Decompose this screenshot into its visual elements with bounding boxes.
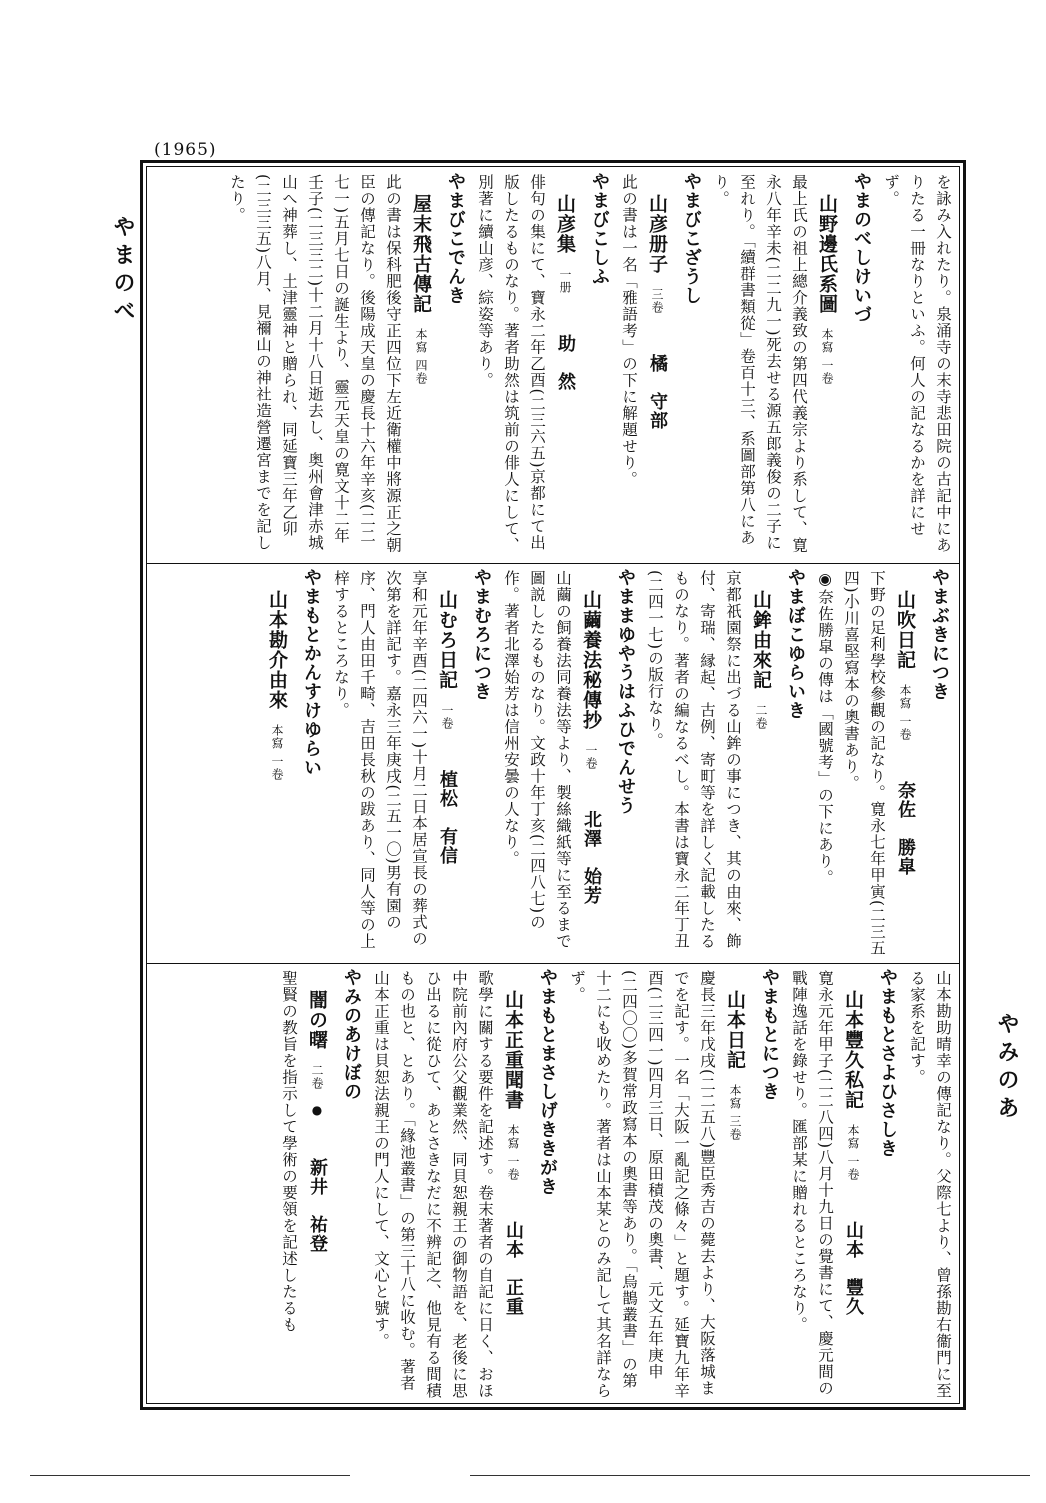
entry-volume-info: 一卷 (440, 704, 454, 730)
entry-heading: やまむろにつき (471, 568, 492, 701)
entry-volume-info: 本寫 三卷 (728, 1084, 742, 1141)
entry-title-line (644, 172, 670, 558)
entry-title-line (500, 968, 526, 1400)
entry-author: 助 然 (555, 334, 576, 391)
side-label-upper: やまのべ (110, 215, 136, 327)
entry-title-line (552, 172, 578, 558)
entry-author: 植松 有信 (437, 770, 458, 865)
entry-title-line (814, 172, 840, 558)
entry-title: 屋末飛古傳記 (410, 194, 432, 314)
entry-heading: やまびこざうし (681, 172, 702, 305)
entry-author: 橘 守部 (647, 354, 668, 430)
entry-volume-info: 二卷 ● (310, 1064, 324, 1118)
section-divider-1 (146, 563, 960, 564)
section-middle (150, 568, 956, 958)
entry-heading: やままゆやうはふひでんせう (615, 568, 636, 815)
entry-title: 山本正重聞書 (502, 990, 524, 1110)
entry-author: 奈佐 勝皐 (895, 780, 916, 876)
entry-description: 聖賢の教旨を指示して學術の要領を記述したるも (280, 970, 298, 1333)
entry-description: 山繭の飼養法同養法等より、製絲織紙等に至るまで圖説したるものなり。文政十年丁亥(二四八七)の作。著者北澤始芳は信州安曇の人なり。 (502, 570, 572, 950)
entry-description: ◉奈佐勝皐の傳は「國號考」の下にあり。 (816, 570, 834, 886)
entry-title-line (408, 172, 434, 558)
entry-title: 山繭養法秘傳抄 (580, 590, 602, 730)
entry-title: 山本豐久私記 (842, 990, 864, 1110)
entry-description: 下野の足利學校參觀の記なり。寛永七年甲寅(二三五四)小川喜堅寫本の奧書あり。 (842, 570, 886, 957)
entry-heading: やまのべしけいづ (851, 172, 872, 324)
entry-title: 山彦集 (554, 194, 576, 254)
entry-description: 此の書は一名「雅語考」の下に解題せり。 (620, 174, 638, 488)
entry-heading: やまぼこゆらいき (785, 568, 806, 720)
entry-volume-info: 一册 (558, 268, 572, 294)
entry-heading: やまぶきにつき (929, 568, 950, 701)
entry-heading: やまびこしふ (589, 172, 610, 286)
entry-title-line (748, 568, 774, 958)
entry-volume-info: 一卷 (584, 744, 598, 770)
entry-title: 闇の曙 (306, 990, 328, 1050)
entry-description: 寛永元年甲子(二二八四)八月十九日の覺書にて、慶元間の戰陣逸話を錄せり。匯部某に贈れるところなり。 (790, 970, 834, 1397)
entry-heading: やまもとにつき (759, 968, 780, 1101)
entry-heading: やまびこでんき (445, 172, 466, 305)
entry-title: 山本日記 (724, 990, 746, 1070)
footer-rule-right (470, 1475, 1030, 1476)
entry-title-line (892, 568, 918, 958)
entry-title-line (434, 568, 460, 958)
entry-description: を詠み入れたり。泉涌寺の末寺悲田院の古記中にありたる一冊なりといふ。何人の記なるかを詳にせず。 (882, 174, 952, 554)
entry-heading: やまもとまさしげききがき (537, 968, 558, 1196)
entry-volume-info: 本寫 一卷 (820, 328, 834, 385)
section-lower (150, 968, 956, 1400)
entry-author: 新井 祐登 (307, 1158, 328, 1253)
entry-description: 慶長三年戊戌(二二五八)豐臣秀吉の薨去より、大阪落城までを記す。一名「大阪一亂記之條々」と題す。延寶九年辛酉(二三四一)四月三日、原田積茂の奧書、元文五年庚申(二四〇〇)多賀常政寫本の奧書等あり。「烏鵲叢書」の第十二にも收めたり。著者は山本某とのみ記して其名詳ならず。 (568, 970, 716, 1399)
entry-author: 山本 正重 (503, 1220, 524, 1316)
entry-description: 京都祇園祭に出づる山鉾の事につき、其の由來、飾付、寄瑞、縁起、古例、寄町等を詳しく記載したるものなり。著者の編なるべし。本書は寶永二年丁丑(二四一七)の版行なり。 (646, 570, 742, 950)
entry-title-line (304, 968, 330, 1400)
entry-heading: やみのあけぼの (341, 968, 362, 1101)
entry-description: 此の書は保科肥後守正四位下左近衛權中將源正之朝臣の傳記なり。後陽成天皇の慶長十六年辛亥(二二七一)五月七日の誕生より、靈元天皇の寛文十二年壬子(二三三二)十二月十八日逝去し、奥州會津赤城山へ神葬し、土津靈神と贈られ、同延寶三年乙卯(二三三五)八月、見禰山の神社造營遷宮までを記したり。 (228, 174, 402, 554)
entry-title-line (840, 968, 866, 1400)
footer-rule-left (30, 1475, 350, 1476)
entry-volume-info: 本寫 四卷 (414, 328, 428, 385)
page-number: (1965) (154, 140, 217, 160)
entry-description: 最上氏の祖上總介義致の第四代義宗より系して、寛永八年辛未(二二九一)死去せる源五郎義俊の二子に至れり。「續群書類從」卷百十三、系圖部第八にあり。 (712, 174, 808, 554)
entry-description: 山本勘助晴幸の傳記なり。父際七より、曾孫勘右衞門に至る家系を記す。 (908, 970, 952, 1399)
entry-title-line (722, 968, 748, 1400)
entry-volume-info: 三卷 (650, 288, 664, 314)
entry-title-line (264, 568, 290, 958)
entry-title: 山吹日記 (894, 590, 916, 670)
entry-heading: やまもとさよひさしき (877, 968, 898, 1158)
entry-author: 山本 豐久 (843, 1220, 864, 1316)
entry-description: 歌學に關する要件を記述す。卷末著者の自記に日く、おほ中院前內府公父觀業然、同貝恕親王の御物語を、老後に思ひ出るに從ひて、あとさきなだに不辨記之、他見有る間積もの也と、とあり。「緣池叢書」の第三十八に收む。著者山本正重は貝恕法親王の門人にして、文心と號す。 (372, 970, 494, 1399)
entry-title: 山野邊氏系圖 (816, 194, 838, 314)
section-divider-2 (146, 963, 960, 964)
entry-author: 北澤 始芳 (581, 810, 602, 905)
section-upper (150, 172, 956, 558)
entry-description: 俳句の集にて、寶永二年乙酉(二三六五)京都にて出版したるものなり。著者助然は筑前の俳人にして、別著に續山彦、綜姿等あり。 (476, 174, 546, 554)
entry-volume-info: 本寫 一卷 (846, 1124, 860, 1181)
entry-title-line (578, 568, 604, 958)
entry-description: 享和元年辛酉(二四六一)十月二日本居宣長の葬式の次第を詳記す。嘉永三年庚戌(二五一〇)男有園の序、門人由田千畸、吉田長秋の跋あり、同人等の上梓するところなり。 (332, 570, 428, 950)
entry-title: 山彦册子 (646, 194, 668, 274)
entry-heading: やまもとかんすけゆらい (301, 568, 322, 777)
entry-title: 山むろ日記 (436, 590, 458, 690)
entry-title: 山本勘介由來 (266, 590, 288, 710)
entry-volume-info: 二卷 (754, 704, 768, 730)
entry-volume-info: 本寫 一卷 (898, 684, 912, 741)
entry-title: 山鉾由來記 (750, 590, 772, 690)
side-label-lower: やみのあ (994, 1012, 1020, 1124)
entry-volume-info: 本寫 一卷 (506, 1124, 520, 1181)
entry-volume-info: 本寫 一卷 (270, 724, 284, 781)
